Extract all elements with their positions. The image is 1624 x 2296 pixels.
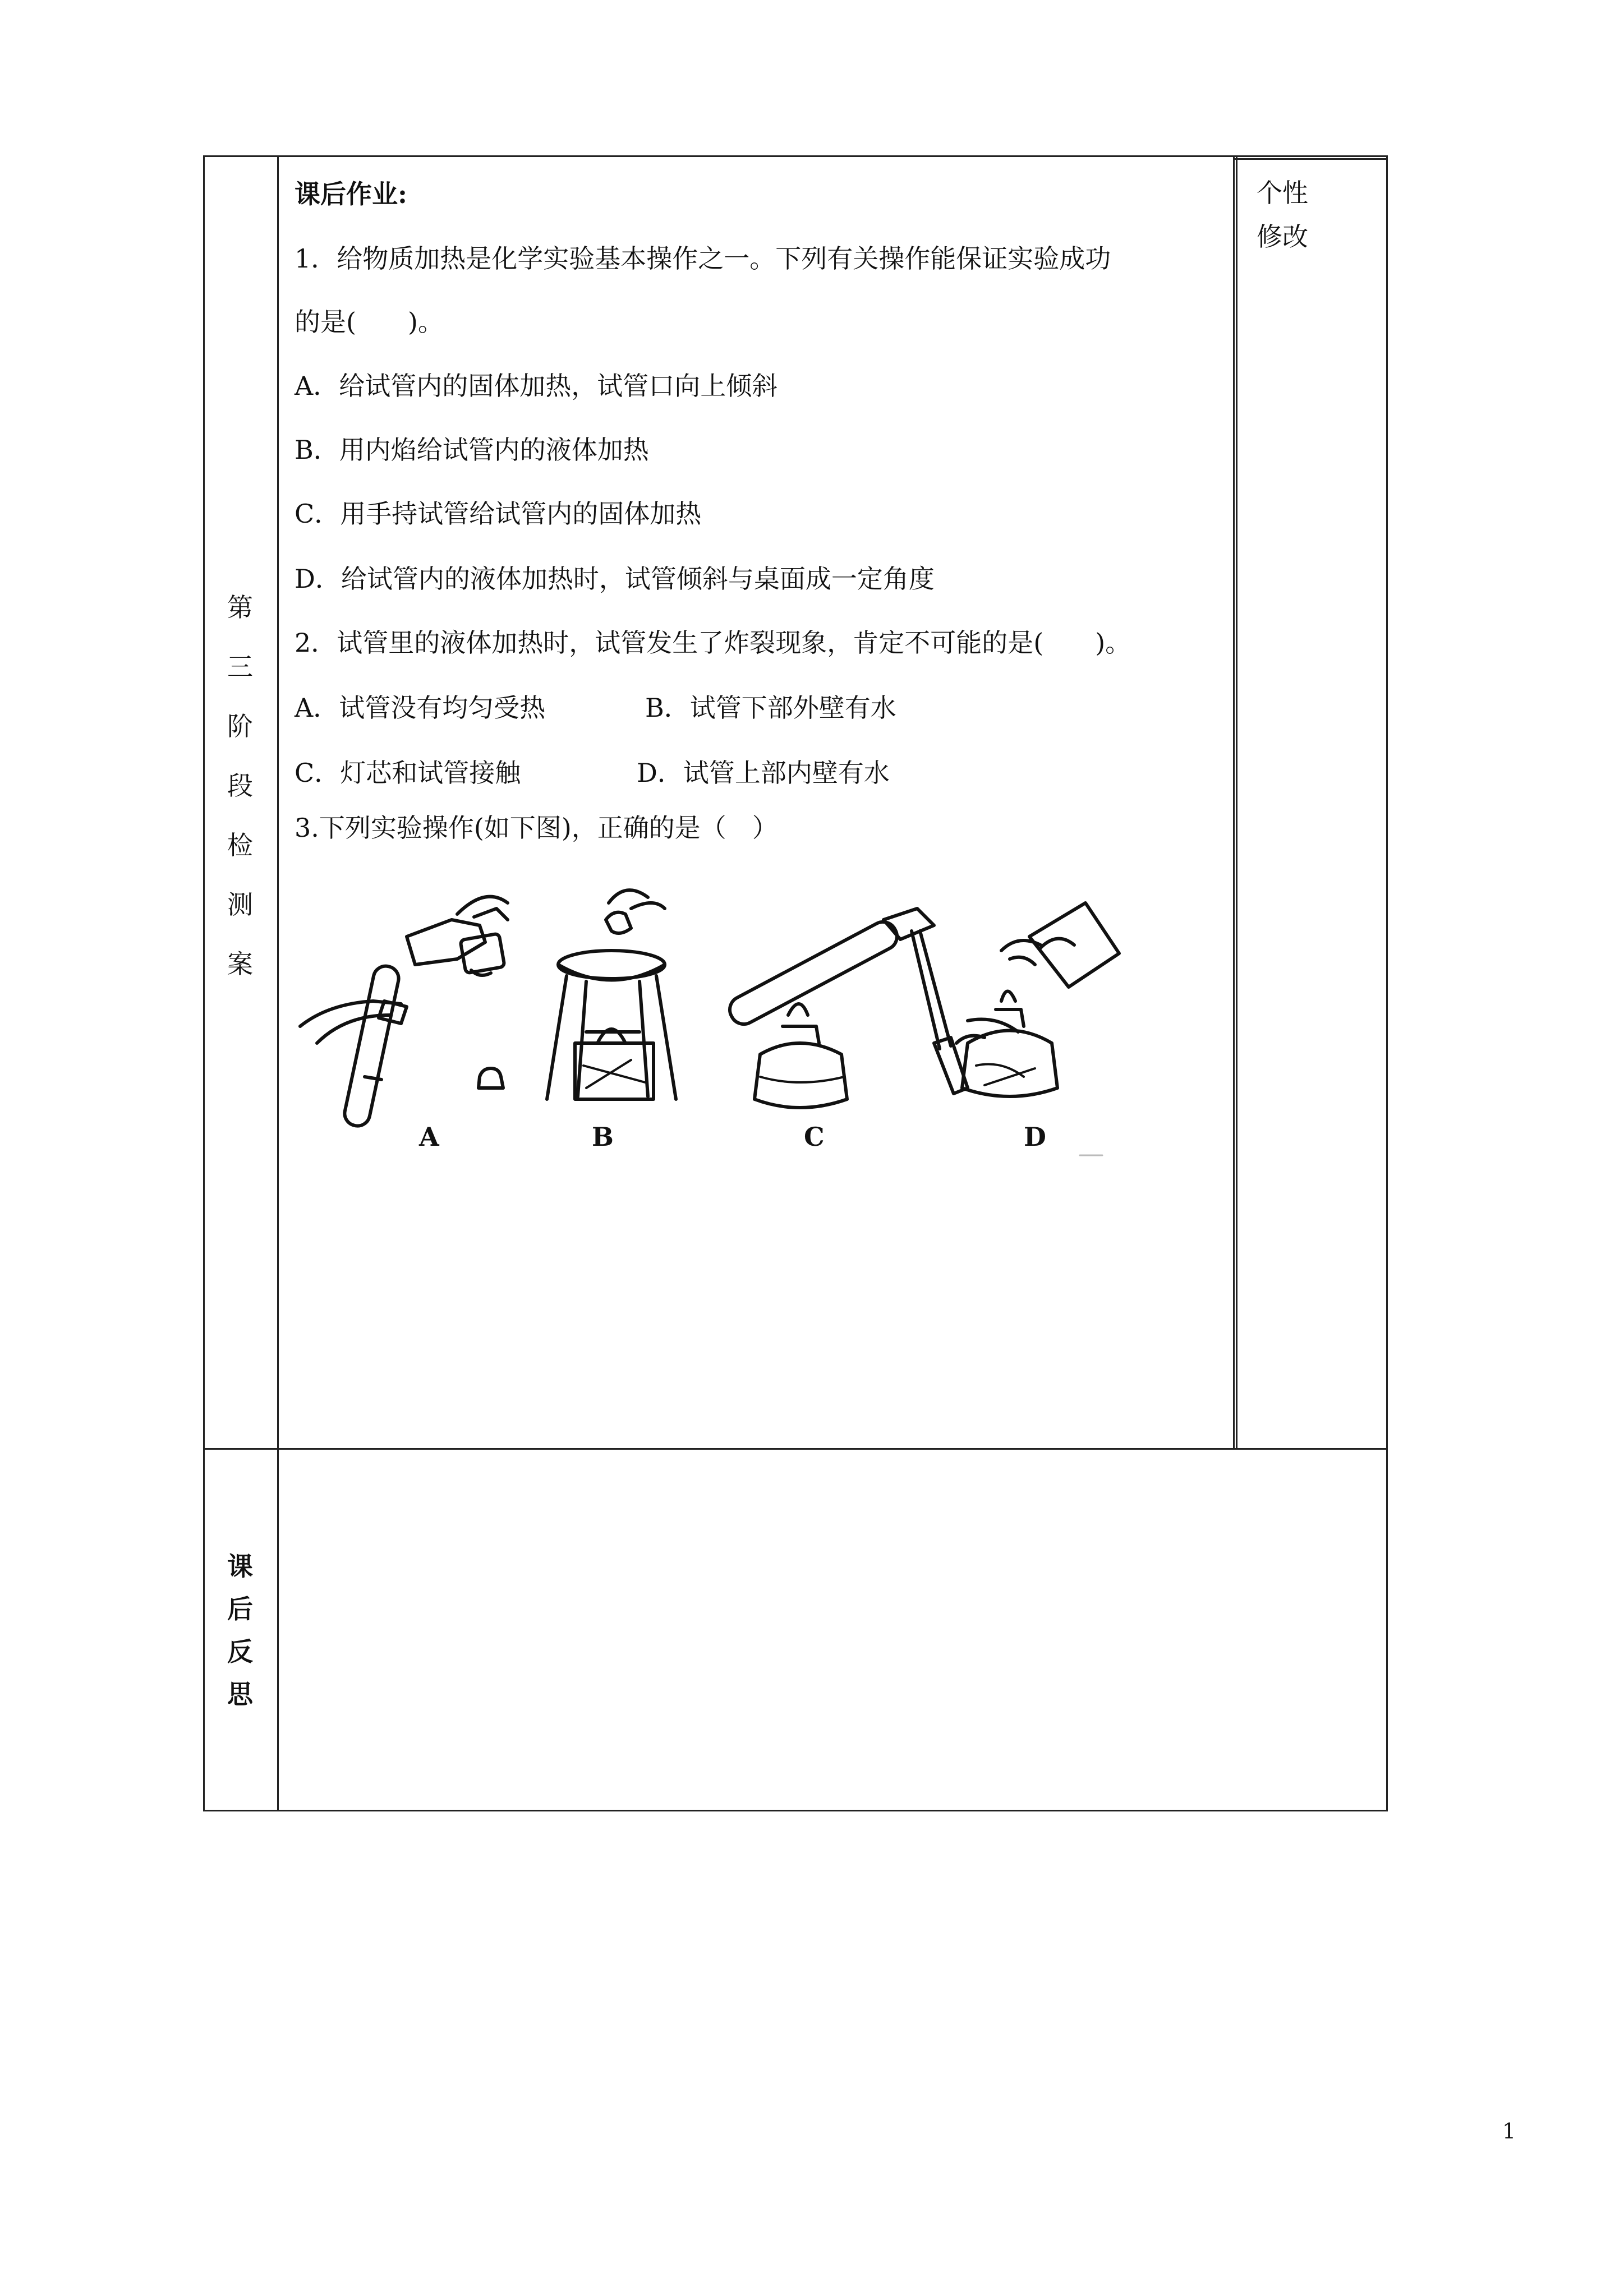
figure-label-a: A	[419, 1122, 439, 1152]
page-number: 1	[1502, 2119, 1516, 2143]
section-char: 检	[227, 830, 253, 860]
row-divider	[203, 1448, 1388, 1450]
homework-heading: 课后作业:	[295, 179, 407, 209]
column-divider-left	[277, 155, 279, 1811]
q2-option-a: A．试管没有均匀受热	[295, 693, 546, 723]
reflection-char: 反	[227, 1636, 253, 1667]
section-char: 三	[227, 652, 253, 682]
section-char: 第	[227, 592, 253, 623]
q2-stem: 2．试管里的液体加热时，试管发生了炸裂现象，肯定不可能的是( )。	[295, 628, 1131, 658]
margin-note	[1257, 171, 1308, 259]
sketch-a	[300, 897, 508, 1128]
figure-label-b: B	[592, 1122, 614, 1152]
q1-stem-line2: 的是( )。	[295, 307, 444, 337]
section-char: 阶	[227, 711, 253, 741]
section-char: 案	[227, 949, 253, 979]
note-column-top	[1233, 158, 1388, 160]
figure-label-c: C	[804, 1122, 825, 1152]
q1-option-c: C．用手持试管给试管内的固体加热	[295, 499, 702, 529]
q1-option-a: A．给试管内的固体加热，试管口向上倾斜	[295, 371, 778, 401]
lab-operations-figure	[295, 875, 1136, 1191]
section-label	[227, 594, 253, 1011]
margin-note-line: 个性	[1257, 178, 1308, 208]
reflection-char: 课	[227, 1551, 253, 1582]
sketch-b	[547, 890, 676, 1099]
q2-option-b: B．试管下部外壁有水	[645, 693, 896, 723]
column-divider-right-2	[1236, 155, 1237, 1448]
column-divider-right	[1233, 155, 1235, 1448]
section-char: 测	[227, 889, 253, 920]
figure-label-d: D	[1024, 1122, 1046, 1152]
q3-stem: 3.下列实验操作(如下图)，正确的是（ ）	[295, 813, 778, 843]
q2-option-c: C．灯芯和试管接触	[295, 758, 521, 788]
reflection-char: 后	[227, 1594, 253, 1624]
q2-option-d: D．试管上部内壁有水	[637, 758, 890, 788]
sketch-c	[725, 909, 1018, 1108]
reflection-char: 思	[227, 1679, 253, 1709]
reflection-label	[227, 1553, 253, 1724]
q1-option-b: B．用内焰给试管内的液体加热	[295, 435, 649, 465]
q1-option-d: D．给试管内的液体加热时，试管倾斜与桌面成一定角度	[295, 564, 935, 594]
section-char: 段	[227, 771, 253, 801]
q1-stem-line1: 1．给物质加热是化学实验基本操作之一。下列有关操作能保证实验成功	[295, 243, 1111, 274]
margin-note-line: 修改	[1257, 222, 1308, 252]
sketch-d	[962, 903, 1119, 1096]
